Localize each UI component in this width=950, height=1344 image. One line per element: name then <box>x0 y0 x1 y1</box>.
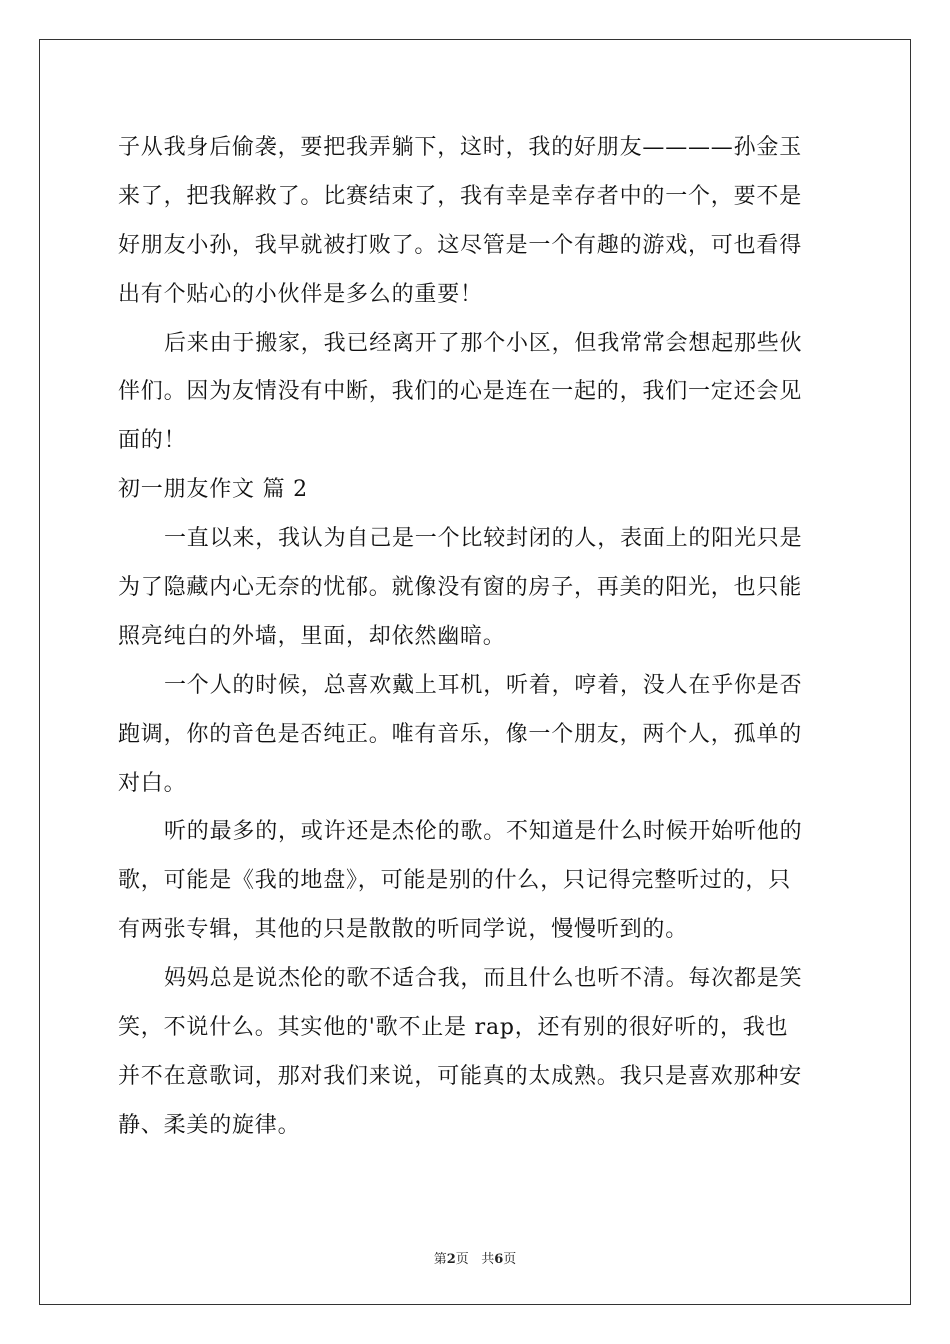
text-line: 静、柔美的旋律。 <box>118 1112 301 1138</box>
paragraph-start-line: 妈妈总是说杰伦的歌不适合我，而且什么也听不清。每次都是笑 <box>164 966 803 992</box>
text-line: 子从我身后偷袭，要把我弄躺下，这时，我的好朋友————孙金玉 <box>118 135 803 160</box>
page-number: 2 <box>446 1252 456 1267</box>
paragraph-start-line: 一个人的时候，总喜欢戴上耳机，听着，哼着，没人在乎你是否 <box>164 672 803 698</box>
paragraph-start-line: 听的最多的，或许还是杰伦的歌。不知道是什么时候开始听他的 <box>164 819 803 845</box>
text-line: 并不在意歌词，那对我们来说，可能真的太成熟。我只是喜欢那种安 <box>118 1063 803 1089</box>
page-suffix: 页 <box>455 1252 469 1267</box>
text-line: 歌，可能是《我的地盘》，可能是别的什么，只记得完整听过的，只 <box>118 868 792 894</box>
total-prefix: 共 <box>481 1252 495 1267</box>
paragraph-start-line: 后来由于搬家，我已经离开了那个小区，但我常常会想起那些伙 <box>164 330 803 356</box>
page-footer <box>0 1248 950 1267</box>
text-line: 好朋友小孙，我早就被打败了。这尽管是一个有趣的游戏，可也看得 <box>118 232 803 258</box>
text-line: 照亮纯白的外墙，里面，却依然幽暗。 <box>118 623 506 649</box>
total-pages: 6 <box>494 1252 504 1267</box>
text-line: 伴们。因为友情没有中断，我们的心是连在一起的，我们一定还会见 <box>118 379 803 405</box>
text-line: 跑调，你的音色是否纯正。唯有音乐，像一个朋友，两个人，孤单的 <box>118 721 803 747</box>
text-line: 笑，不说什么。其实他的'歌不止是 rap，还有别的很好听的，我也 <box>118 1015 789 1041</box>
text-line: 对白。 <box>118 770 187 796</box>
text-line: 面的！ <box>118 428 187 454</box>
document-body <box>118 124 834 1151</box>
text-line: 有两张专辑，其他的只是散散的听同学说，慢慢听到的。 <box>118 917 689 943</box>
text-line: 为了隐藏内心无奈的忧郁。就像没有窗的房子，再美的阳光，也只能 <box>118 575 803 601</box>
section-heading: 初一朋友作文 篇 2 <box>118 477 308 503</box>
paragraph-start-line: 一直以来，我认为自己是一个比较封闭的人，表面上的阳光只是 <box>164 526 803 552</box>
total-suffix: 页 <box>503 1252 517 1267</box>
text-line: 来了，把我解救了。比赛结束了，我有幸是幸存者中的一个，要不是 <box>118 183 803 209</box>
text-line: 出有个贴心的小伙伴是多么的重要！ <box>118 281 483 307</box>
page-prefix: 第 <box>433 1252 447 1267</box>
